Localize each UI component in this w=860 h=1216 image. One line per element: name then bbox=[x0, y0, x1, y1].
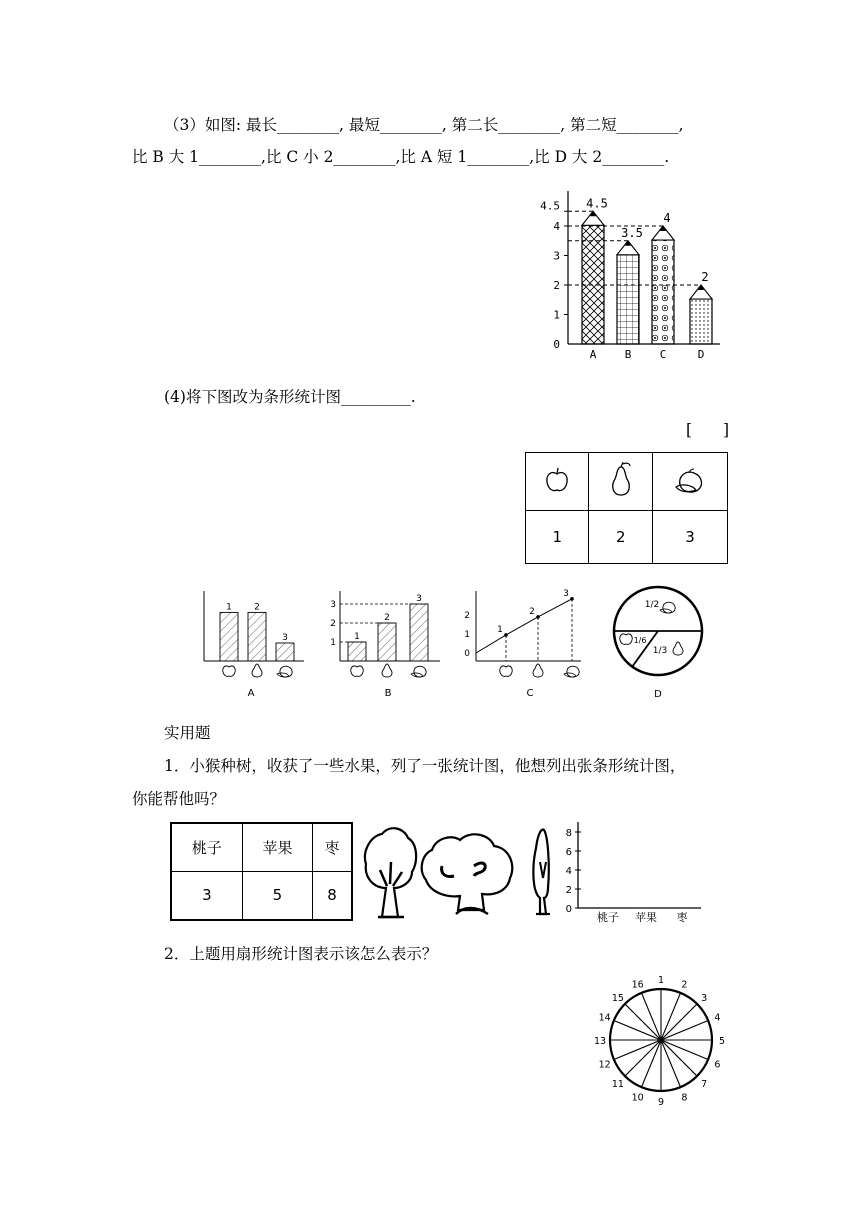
sector-number: 2 bbox=[681, 979, 688, 991]
y-tick-label: 6 bbox=[565, 847, 572, 858]
q3-chart-marks bbox=[540, 191, 720, 361]
table-cell: 8 bbox=[313, 871, 352, 920]
y-tick-label: 4 bbox=[565, 866, 572, 877]
table-cell: 3 bbox=[652, 511, 727, 564]
category-label: D bbox=[697, 348, 705, 361]
value-label: 3.5 bbox=[621, 225, 643, 240]
value-label: 2 bbox=[254, 602, 260, 613]
bar bbox=[220, 612, 238, 661]
peach-icon bbox=[564, 666, 579, 677]
sector-number: 14 bbox=[598, 1012, 611, 1024]
category-label: B bbox=[624, 348, 632, 361]
table-cell bbox=[526, 453, 589, 511]
y-tick-label: 0 bbox=[553, 338, 560, 351]
y-tick-label: 4.5 bbox=[540, 199, 560, 213]
sector-number: 11 bbox=[611, 1079, 624, 1091]
category-label: 苹果 bbox=[635, 911, 657, 924]
table-header-cell: 桃子 bbox=[171, 823, 242, 871]
option-label: A bbox=[247, 688, 255, 699]
bush-tree-icon bbox=[422, 834, 513, 914]
y-tick-label: 1 bbox=[330, 638, 336, 648]
category-label: 桃子 bbox=[597, 911, 619, 924]
apple-icon bbox=[223, 666, 235, 676]
empty-bar-chart bbox=[556, 818, 706, 930]
y-tick-label: 3 bbox=[553, 249, 560, 263]
peach-icon bbox=[277, 666, 292, 677]
y-tick-label: 2 bbox=[565, 885, 572, 896]
value-label: 2 bbox=[384, 613, 390, 623]
bar bbox=[410, 604, 428, 661]
value-label: 4.5 bbox=[586, 196, 608, 211]
sector-number: 3 bbox=[701, 992, 708, 1004]
q3-line1: （3）如图: 最长________, 最短________, 第二长________, 第二短________, bbox=[164, 116, 684, 134]
sector-number: 7 bbox=[701, 1079, 708, 1091]
sector-number: 12 bbox=[598, 1059, 611, 1071]
practical-q1-line2: 你能帮他吗？ bbox=[132, 790, 226, 808]
apple-icon bbox=[500, 666, 512, 676]
table-cell bbox=[589, 453, 652, 511]
q4-text: (4)将下图改为条形统计图_________. bbox=[164, 388, 416, 406]
table-cell: 5 bbox=[242, 871, 312, 920]
y-tick-label: 0 bbox=[565, 904, 572, 915]
y-tick-label: 3 bbox=[330, 600, 336, 610]
sector-number: 16 bbox=[631, 979, 644, 991]
answer-bracket: [ ] bbox=[686, 421, 730, 439]
value-label: 1 bbox=[354, 632, 360, 642]
sector-number: 13 bbox=[593, 1036, 607, 1047]
y-tick-label: 2 bbox=[464, 611, 470, 621]
pear-icon bbox=[673, 642, 683, 655]
practical-q1-line1: 1．小猴种树，收获了一些水果，列了一张统计图，他想列出张条形统计图， bbox=[164, 757, 686, 775]
sector-number: 5 bbox=[718, 1036, 726, 1047]
value-label: 2 bbox=[529, 606, 535, 617]
sector-number: 1 bbox=[657, 975, 665, 986]
pear-icon bbox=[382, 664, 392, 677]
sector-number: 6 bbox=[714, 1059, 721, 1071]
category-label: A bbox=[589, 348, 597, 361]
sixteen-sector-pie bbox=[585, 970, 735, 1106]
bar bbox=[348, 642, 366, 661]
table-cell: 3 bbox=[171, 871, 242, 920]
pear-icon bbox=[533, 664, 543, 677]
slice-label: 1/6 bbox=[633, 636, 647, 645]
category-label: 枣 bbox=[676, 911, 688, 924]
table-header-cell: 枣 bbox=[313, 823, 352, 871]
pear-icon bbox=[252, 664, 262, 677]
bar bbox=[378, 623, 396, 661]
sector-number: 15 bbox=[611, 992, 624, 1004]
y-tick-label: 8 bbox=[565, 828, 572, 839]
value-label: 3 bbox=[563, 588, 569, 599]
slice-label: 1/3 bbox=[652, 646, 668, 656]
value-label: 2 bbox=[701, 270, 709, 284]
data-point bbox=[536, 615, 540, 619]
pencil-bar bbox=[617, 255, 639, 344]
pencil-bar bbox=[652, 240, 674, 344]
q3-line2: 比 B 大 1________,比 C 小 2________,比 A 短 1________,比 D 大 2________. bbox=[132, 148, 670, 166]
table-header-cell: 苹果 bbox=[242, 823, 312, 871]
pencil-bar bbox=[690, 299, 712, 344]
tree-icon bbox=[365, 828, 416, 917]
data-point bbox=[504, 633, 508, 637]
value-label: 1 bbox=[497, 624, 503, 635]
apple-icon bbox=[351, 666, 363, 676]
y-tick-label: 4 bbox=[553, 220, 560, 233]
sector-number: 8 bbox=[681, 1092, 688, 1104]
y-tick-label: 2 bbox=[330, 619, 336, 629]
fruit-count-table bbox=[170, 822, 353, 921]
series-line bbox=[476, 599, 572, 653]
pear-icon bbox=[606, 461, 636, 499]
sector-number: 9 bbox=[657, 1097, 665, 1106]
option-label: B bbox=[384, 688, 392, 699]
peach-icon bbox=[660, 602, 675, 613]
value-label: 3 bbox=[282, 633, 288, 643]
peach-icon bbox=[411, 666, 426, 677]
q4-option-charts bbox=[190, 585, 750, 705]
trees-illustration bbox=[360, 822, 560, 922]
pencil-bar-chart bbox=[530, 183, 730, 363]
table-cell: 1 bbox=[526, 511, 589, 564]
peach-icon bbox=[672, 465, 708, 495]
y-tick-label: 0 bbox=[464, 649, 470, 659]
category-label: C bbox=[659, 348, 667, 361]
practical-heading: 实用题 bbox=[164, 724, 211, 742]
option-label: D bbox=[654, 689, 662, 700]
data-point bbox=[570, 597, 574, 601]
table-cell: 2 bbox=[589, 511, 652, 564]
bar bbox=[276, 643, 294, 661]
y-tick-label: 1 bbox=[553, 308, 560, 322]
q4-fruit-table bbox=[525, 452, 728, 564]
practical-q2: 2．上题用扇形统计图表示该怎么表示？ bbox=[164, 945, 438, 963]
apple-icon bbox=[620, 634, 632, 644]
sector-number: 10 bbox=[631, 1092, 644, 1104]
slice-label: 1/2 bbox=[644, 600, 660, 610]
option-label: C bbox=[526, 688, 534, 699]
tall-tree-icon bbox=[533, 830, 550, 914]
apple-icon bbox=[542, 465, 572, 495]
sector-number: 4 bbox=[714, 1012, 721, 1024]
y-tick-label: 1 bbox=[464, 630, 470, 640]
value-label: 3 bbox=[416, 594, 422, 604]
bar bbox=[248, 612, 266, 661]
table-cell bbox=[652, 453, 727, 511]
y-tick-label: 2 bbox=[553, 279, 560, 292]
value-label: 4 bbox=[663, 211, 671, 225]
value-label: 1 bbox=[226, 602, 232, 613]
